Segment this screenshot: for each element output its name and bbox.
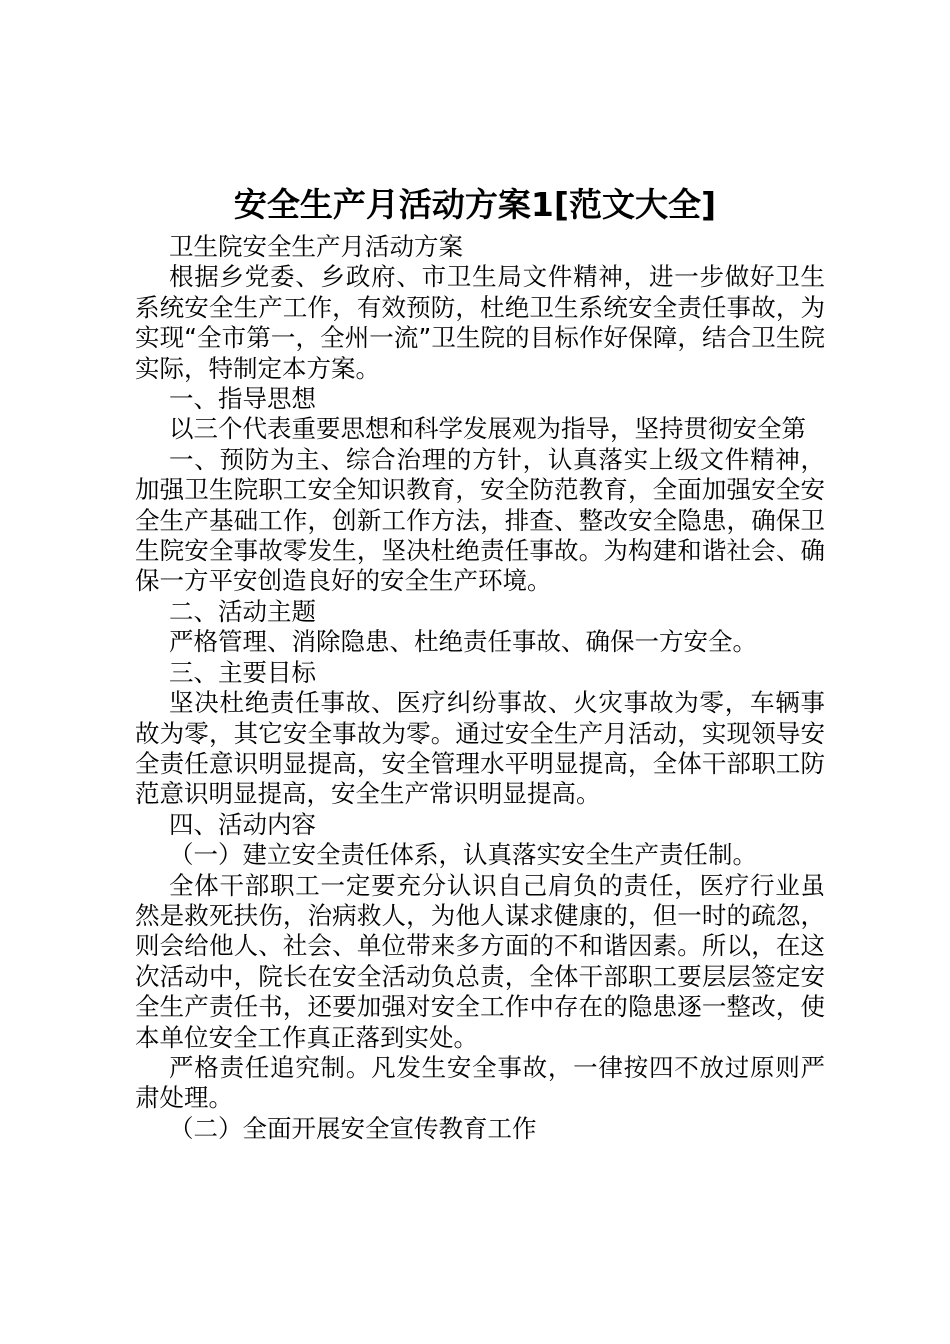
paragraph-activity-theme: 严格管理、消除隐患、杜绝责任事故、确保一方安全。 (169, 627, 757, 657)
document-title: 安全生产月活动方案1[范文大全] (233, 185, 717, 224)
paragraph-accountability: 严格责任追究制。凡发生安全事故，一律按四不放过原则严肃处理。 (135, 1052, 825, 1113)
paragraph-intro: 根据乡党委、乡政府、市卫生局文件精神，进一步做好卫生系统安全生产工作，有效预防，杜绝卫生系统安全责任事故，为实现“全市第一，全州一流”卫生院的目标作好保障，结合卫生院实际，特制定本方案。 (135, 262, 825, 383)
paragraph-main-goals: 坚决杜绝责任事故、医疗纠纷事故、火灾事故为零，车辆事故为零，其它安全事故为零。通过安全生产月活动，实现领导安全责任意识明显提高，安全管理水平明显提高，全体干部职工防范意识明显提高，安全生产常识明显提高。 (135, 688, 825, 809)
heading-guiding-ideology: 一、指导思想 (169, 384, 316, 414)
subheading-safety-education: （二）全面开展安全宣传教育工作 (169, 1113, 537, 1143)
paragraph-subtitle: 卫生院安全生产月活动方案 (169, 232, 463, 261)
paragraph-prevention: 一、预防为主、综合治理的方针，认真落实上级文件精神，加强卫生院职工安全知识教育，安全防范教育，全面加强安全安全生产基础工作，创新工作方法，排查、整改安全隐患，确保卫生院安全事故零发生，坚决杜绝责任事故。为构建和谐社会、确保一方平安创造良好的安全生产环境。 (135, 444, 825, 596)
heading-activity-theme: 二、活动主题 (169, 596, 316, 626)
heading-activity-content: 四、活动内容 (169, 809, 316, 839)
paragraph-responsibility: 全体干部职工一定要充分认识自己肩负的责任，医疗行业虽然是救死扶伤，治病救人，为他人谋求健康的，但一时的疏忽，则会给他人、社会、单位带来多方面的不和谐因素。所以，在这次活动中，院长在安全活动负总责，全体干部职工要层层签定安全生产责任书，还要加强对安全工作中存在的隐患逐一整改，使本单位安全工作真正落到实处。 (135, 870, 825, 1052)
heading-main-goals: 三、主要目标 (169, 657, 316, 687)
subheading-responsibility-system: （一）建立安全责任体系，认真落实安全生产责任制。 (169, 840, 757, 870)
document-body (135, 232, 825, 1144)
paragraph-guiding-ideology: 以三个代表重要思想和科学发展观为指导，坚持贯彻安全第 (169, 414, 806, 444)
